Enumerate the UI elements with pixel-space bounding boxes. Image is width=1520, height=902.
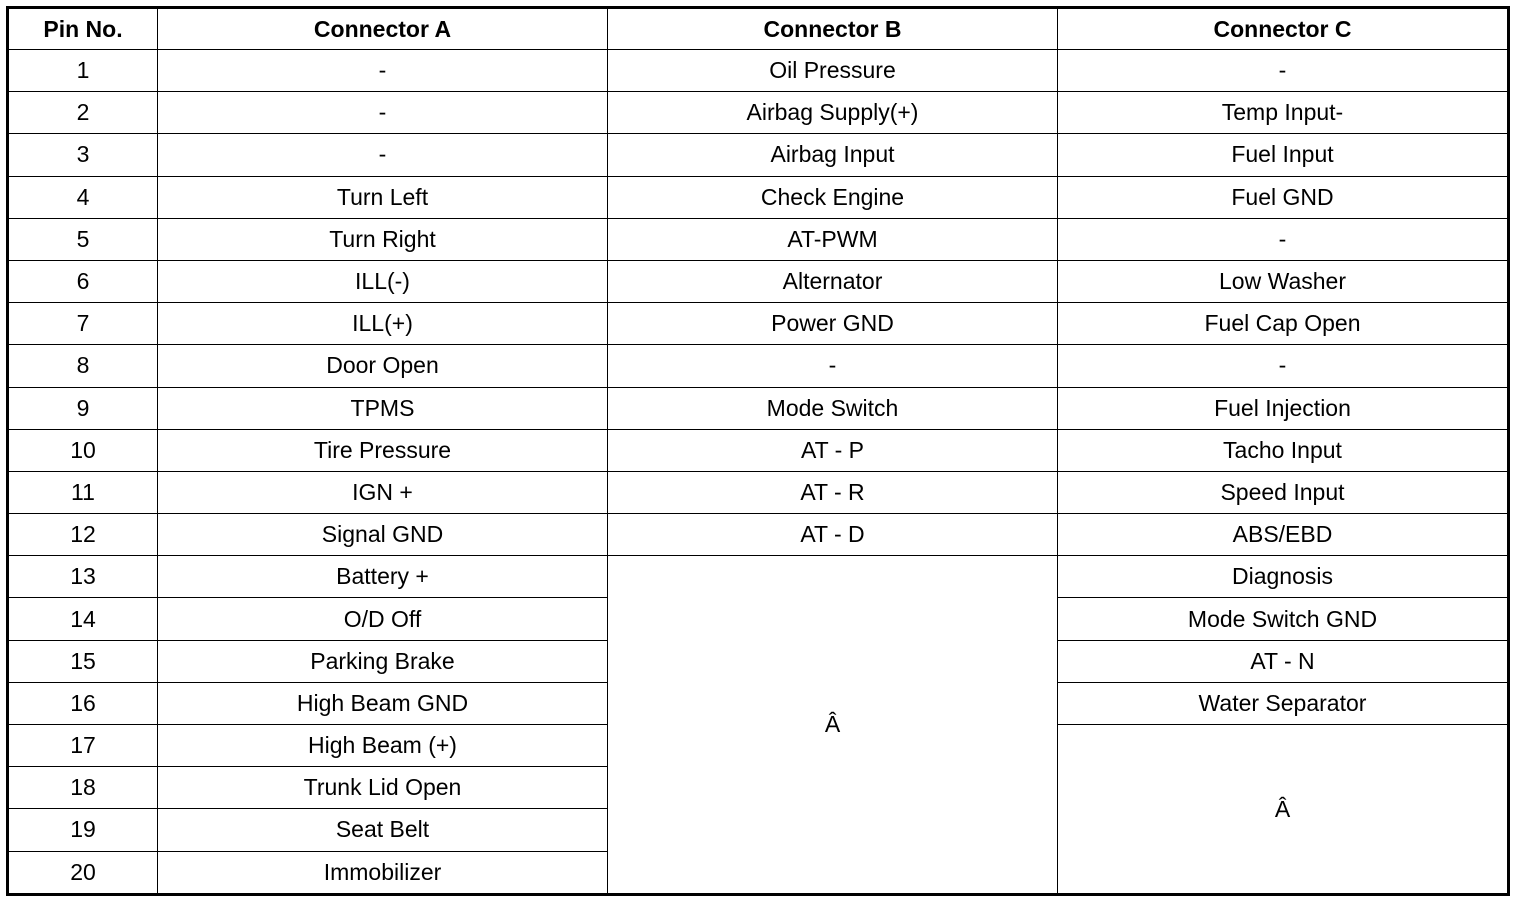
connector-b-cell: AT - R: [608, 471, 1058, 513]
pin-number-cell: 9: [8, 387, 158, 429]
connector-c-cell: -: [1058, 345, 1509, 387]
connector-a-cell: Parking Brake: [158, 640, 608, 682]
connector-c-cell: Diagnosis: [1058, 556, 1509, 598]
connector-a-cell: Turn Left: [158, 176, 608, 218]
table-row: [8, 429, 1509, 471]
connector-c-cell: Mode Switch GND: [1058, 598, 1509, 640]
table-row: [8, 303, 1509, 345]
pin-number-cell: 19: [8, 809, 158, 851]
pin-number-cell: 18: [8, 767, 158, 809]
connector-a-cell: ILL(-): [158, 260, 608, 302]
connector-a-cell: Turn Right: [158, 218, 608, 260]
table-row: [8, 345, 1509, 387]
pin-number-cell: 13: [8, 556, 158, 598]
pin-number-cell: 6: [8, 260, 158, 302]
pin-number-cell: 8: [8, 345, 158, 387]
connector-a-cell: Door Open: [158, 345, 608, 387]
table-row: [8, 556, 1509, 598]
connector-a-cell: Immobilizer: [158, 851, 608, 894]
connector-b-cell: Check Engine: [608, 176, 1058, 218]
pin-number-cell: 10: [8, 429, 158, 471]
connector-c-cell: ABS/EBD: [1058, 514, 1509, 556]
table-row: [8, 92, 1509, 134]
connector-b-cell: Oil Pressure: [608, 50, 1058, 92]
connector-c-cell: Fuel Injection: [1058, 387, 1509, 429]
header-connector-c: Connector C: [1058, 8, 1509, 50]
connector-a-cell: Seat Belt: [158, 809, 608, 851]
pin-number-cell: 12: [8, 514, 158, 556]
pin-number-cell: 11: [8, 471, 158, 513]
header-pin-no: Pin No.: [8, 8, 158, 50]
table-row: [8, 50, 1509, 92]
connector-c-cell: Fuel Input: [1058, 134, 1509, 176]
connector-b-cell: AT - P: [608, 429, 1058, 471]
connector-a-cell: ILL(+): [158, 303, 608, 345]
connector-a-cell: High Beam (+): [158, 725, 608, 767]
connector-a-cell: Signal GND: [158, 514, 608, 556]
connector-c-cell: AT - N: [1058, 640, 1509, 682]
table-row: [8, 134, 1509, 176]
connector-a-cell: High Beam GND: [158, 682, 608, 724]
connector-c-cell: Temp Input-: [1058, 92, 1509, 134]
connector-a-cell: O/D Off: [158, 598, 608, 640]
pin-number-cell: 7: [8, 303, 158, 345]
connector-c-cell: Fuel Cap Open: [1058, 303, 1509, 345]
pin-number-cell: 4: [8, 176, 158, 218]
table-row: [8, 176, 1509, 218]
connector-c-cell: -: [1058, 50, 1509, 92]
pin-number-cell: 1: [8, 50, 158, 92]
pin-number-cell: 20: [8, 851, 158, 894]
connector-b-cell: AT-PWM: [608, 218, 1058, 260]
connector-b-cell: Mode Switch: [608, 387, 1058, 429]
connector-a-cell: -: [158, 134, 608, 176]
pin-number-cell: 15: [8, 640, 158, 682]
pin-number-cell: 3: [8, 134, 158, 176]
connector-c-cell: -: [1058, 218, 1509, 260]
header-connector-a: Connector A: [158, 8, 608, 50]
connector-b-cell: -: [608, 345, 1058, 387]
pin-number-cell: 5: [8, 218, 158, 260]
connector-a-cell: Trunk Lid Open: [158, 767, 608, 809]
table-row: [8, 218, 1509, 260]
connector-a-cell: -: [158, 50, 608, 92]
pin-number-cell: 17: [8, 725, 158, 767]
connector-c-cell: Speed Input: [1058, 471, 1509, 513]
table-row: [8, 471, 1509, 513]
table-row: [8, 514, 1509, 556]
connector-c-cell: Tacho Input: [1058, 429, 1509, 471]
connector-a-cell: TPMS: [158, 387, 608, 429]
connector-b-merged-cell: Â: [608, 556, 1058, 895]
connector-a-cell: IGN +: [158, 471, 608, 513]
connector-b-cell: Airbag Supply(+): [608, 92, 1058, 134]
pin-number-cell: 14: [8, 598, 158, 640]
header-connector-b: Connector B: [608, 8, 1058, 50]
connector-a-cell: Battery +: [158, 556, 608, 598]
connector-c-cell: Low Washer: [1058, 260, 1509, 302]
pin-table: [6, 6, 1510, 896]
connector-c-merged-cell: Â: [1058, 725, 1509, 895]
pin-number-cell: 16: [8, 682, 158, 724]
connector-c-cell: Fuel GND: [1058, 176, 1509, 218]
connector-b-cell: Airbag Input: [608, 134, 1058, 176]
connector-a-cell: -: [158, 92, 608, 134]
connector-b-cell: Power GND: [608, 303, 1058, 345]
connector-b-cell: Alternator: [608, 260, 1058, 302]
connector-a-cell: Tire Pressure: [158, 429, 608, 471]
header-row: [8, 8, 1509, 50]
connector-b-cell: AT - D: [608, 514, 1058, 556]
pin-number-cell: 2: [8, 92, 158, 134]
connector-c-cell: Water Separator: [1058, 682, 1509, 724]
table-row: [8, 260, 1509, 302]
table-row: [8, 387, 1509, 429]
